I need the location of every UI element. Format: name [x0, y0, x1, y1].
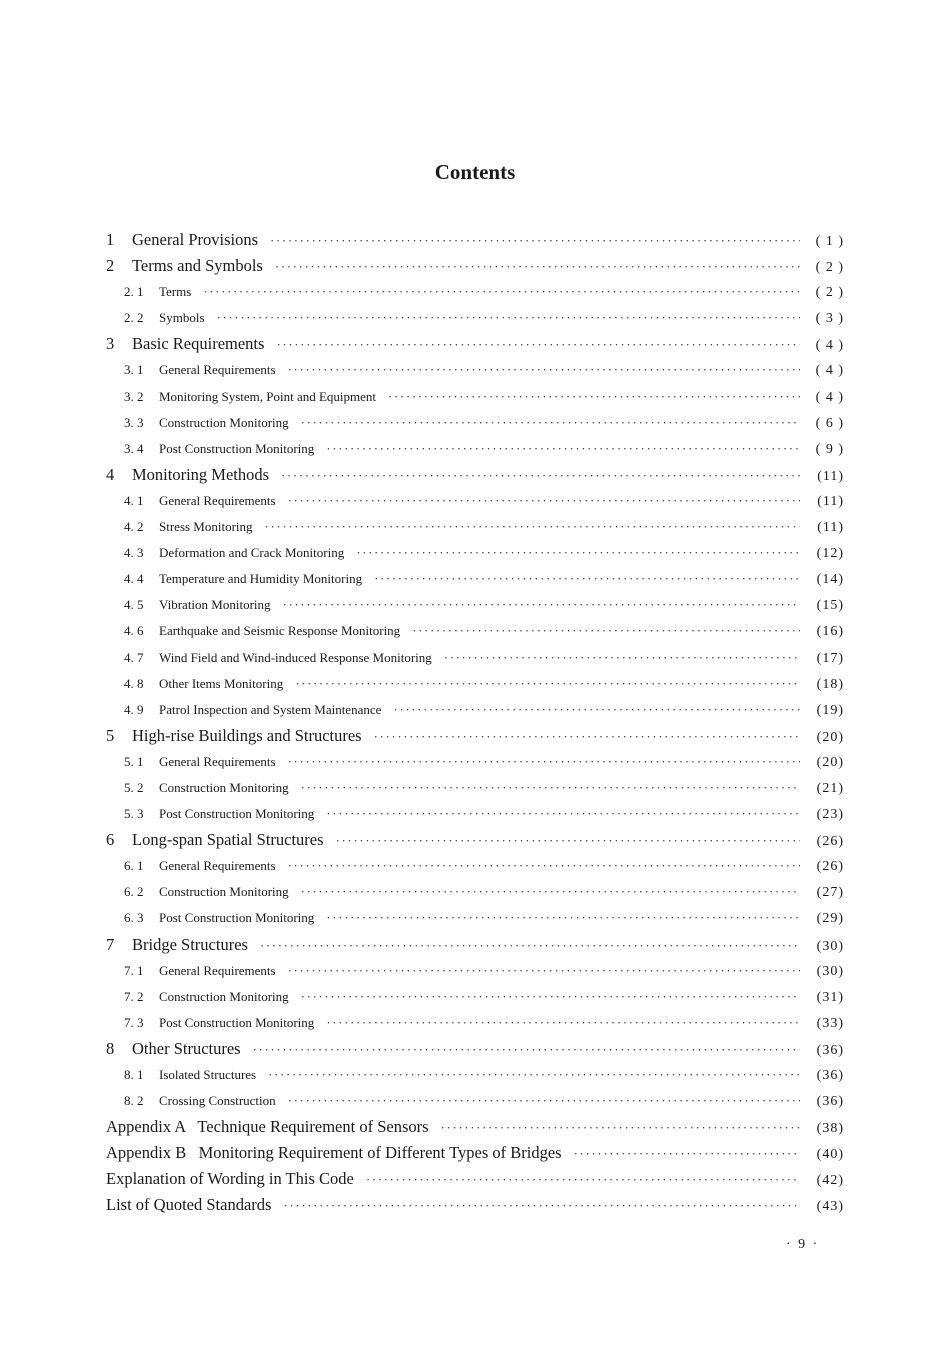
toc-entry-page: (40)	[816, 1147, 844, 1163]
dot-leader	[393, 697, 800, 723]
dot-leader	[441, 1115, 800, 1140]
toc-entry[interactable]	[106, 1010, 844, 1036]
toc-entry-page: (20)	[816, 754, 844, 770]
toc-entry-number: 6. 2	[124, 884, 144, 900]
toc-entry-number: 4. 5	[124, 597, 144, 613]
dot-leader	[301, 984, 800, 1010]
toc-entry[interactable]	[106, 1036, 844, 1062]
toc-entry-label: Other Items Monitoring	[159, 675, 284, 691]
toc-entry[interactable]	[106, 879, 844, 905]
toc-entry-number: 3. 1	[124, 362, 144, 378]
toc-entry[interactable]	[106, 436, 844, 462]
toc-entry-label: Appendix B Monitoring Requirement of Different Types of Bridges	[106, 1143, 562, 1163]
toc-entry-number: 3. 2	[124, 388, 144, 404]
toc-entry-page: ( 9 )	[815, 441, 844, 457]
dot-leader	[336, 828, 800, 853]
dot-leader	[288, 749, 800, 775]
toc-entry-label: Monitoring Methods	[132, 464, 270, 484]
toc-entry[interactable]	[106, 984, 844, 1010]
toc-entry-number: 5. 3	[124, 806, 144, 822]
toc-entry-label: Explanation of Wording in This Code	[106, 1169, 354, 1189]
toc-entry-number: 6. 3	[124, 910, 144, 926]
toc-entry-label: Vibration Monitoring	[159, 597, 271, 613]
toc-entry-number: 6	[106, 830, 115, 850]
toc-entry-label: General Requirements	[159, 858, 276, 874]
toc-entry[interactable]	[106, 305, 844, 331]
toc-entry-number: 8. 2	[124, 1093, 144, 1109]
dot-leader	[326, 905, 800, 931]
toc-entry[interactable]	[106, 1166, 844, 1192]
toc-entry[interactable]	[106, 697, 844, 723]
toc-entry[interactable]	[106, 514, 844, 540]
toc-entry-number: 7. 1	[124, 962, 144, 978]
toc-entry-label: General Requirements	[159, 362, 276, 378]
toc-entry[interactable]	[106, 932, 844, 958]
table-of-contents	[106, 227, 844, 1219]
toc-entry-number: 7. 2	[124, 988, 144, 1004]
dot-leader	[574, 1141, 800, 1166]
dot-leader	[288, 357, 800, 383]
toc-entry-number: 4. 6	[124, 623, 144, 639]
dot-leader	[301, 775, 800, 801]
toc-entry-label: Basic Requirements	[132, 334, 265, 354]
toc-entry-label: Deformation and Crack Monitoring	[159, 545, 345, 561]
toc-entry-page: (11)	[817, 520, 844, 536]
toc-entry[interactable]	[106, 1062, 844, 1088]
toc-entry[interactable]	[106, 827, 844, 853]
toc-entry-label: Terms and Symbols	[132, 256, 263, 276]
toc-entry-page: (43)	[816, 1199, 844, 1215]
toc-entry-page: (36)	[816, 1094, 844, 1110]
toc-entry-number: 2. 1	[124, 284, 144, 300]
toc-entry-page: ( 2 )	[815, 285, 844, 301]
dot-leader	[281, 463, 800, 488]
toc-entry-number: 4. 9	[124, 701, 144, 717]
toc-entry[interactable]	[106, 488, 844, 514]
toc-entry-number: 2. 2	[124, 310, 144, 326]
dot-leader	[412, 618, 800, 644]
toc-entry[interactable]	[106, 1114, 844, 1140]
dot-leader	[268, 1062, 800, 1088]
toc-entry-page: (19)	[816, 702, 844, 718]
dot-leader	[260, 933, 800, 958]
dot-leader	[265, 514, 800, 540]
dot-leader	[253, 1037, 800, 1062]
toc-entry-number: 7. 3	[124, 1014, 144, 1030]
toc-entry-page: ( 3 )	[815, 311, 844, 327]
toc-entry-label: Terms	[159, 284, 192, 300]
toc-entry-label: List of Quoted Standards	[106, 1195, 272, 1215]
toc-entry-number: 8. 1	[124, 1067, 144, 1082]
toc-entry-label: Construction Monitoring	[159, 779, 289, 795]
dot-leader	[388, 384, 800, 410]
toc-entry-page: (14)	[816, 572, 844, 588]
dot-leader	[326, 436, 800, 462]
dot-leader	[444, 645, 800, 671]
toc-entry[interactable]	[106, 357, 844, 383]
toc-entry-page: (11)	[817, 493, 844, 509]
toc-entry-page: (36)	[816, 1042, 844, 1058]
toc-entry[interactable]	[106, 227, 844, 253]
toc-entry-label: Appendix A Technique Requirement of Sensors	[106, 1117, 429, 1137]
toc-entry-label: Temperature and Humidity Monitoring	[159, 571, 363, 587]
toc-entry[interactable]	[106, 1088, 844, 1114]
toc-entry[interactable]	[106, 410, 844, 436]
dot-leader	[217, 305, 800, 331]
toc-entry-page: (16)	[816, 624, 844, 640]
toc-entry-label: Post Construction Monitoring	[159, 806, 315, 822]
toc-entry-number: 4. 4	[124, 571, 144, 587]
toc-entry-number: 4. 1	[124, 492, 144, 508]
dot-leader	[288, 488, 800, 514]
toc-entry-label: Post Construction Monitoring	[159, 910, 315, 926]
dot-leader	[374, 566, 800, 592]
toc-entry-number: 2	[106, 256, 115, 276]
toc-entry-label: Earthquake and Seismic Response Monitoring	[159, 623, 401, 639]
toc-entry-number: 1	[106, 230, 115, 249]
toc-entry-page: ( 1 )	[815, 234, 844, 249]
toc-entry[interactable]	[106, 618, 844, 644]
toc-entry-label: General Requirements	[159, 753, 276, 769]
toc-entry-label: Patrol Inspection and System Maintenance	[159, 701, 382, 717]
toc-entry-label: Bridge Structures	[132, 934, 248, 954]
toc-entry-label: Crossing Construction	[159, 1093, 276, 1109]
dot-leader	[326, 1010, 800, 1036]
toc-entry-label: General Requirements	[159, 492, 276, 508]
toc-entry-page: (21)	[816, 780, 844, 796]
toc-entry-label: Construction Monitoring	[159, 988, 289, 1004]
dot-leader	[374, 724, 800, 749]
toc-entry[interactable]	[106, 1192, 844, 1218]
toc-entry-page: (15)	[816, 598, 844, 614]
toc-entry-number: 8	[106, 1038, 115, 1058]
dot-leader	[203, 279, 800, 305]
toc-entry-label: Long-span Spatial Structures	[132, 830, 324, 850]
toc-entry-page: (23)	[816, 807, 844, 823]
dot-leader	[288, 1088, 800, 1114]
toc-entry-label: Construction Monitoring	[159, 884, 289, 900]
toc-entry-page: ( 4 )	[815, 389, 844, 405]
toc-entry-number: 5	[106, 725, 115, 745]
dot-leader	[356, 540, 800, 566]
toc-entry-number: 4. 7	[124, 649, 144, 665]
toc-entry-label: Post Construction Monitoring	[159, 1014, 315, 1030]
toc-entry-page: (36)	[816, 1068, 844, 1083]
toc-entry[interactable]	[106, 645, 844, 671]
toc-entry[interactable]	[106, 462, 844, 488]
toc-entry-number: 3. 3	[124, 414, 144, 430]
toc-entry-page: (20)	[816, 729, 844, 745]
toc-entry[interactable]	[106, 279, 844, 305]
toc-entry-page: (26)	[816, 834, 844, 850]
dot-leader	[288, 853, 800, 879]
toc-entry-label: Wind Field and Wind-induced Response Monitoring	[159, 649, 432, 665]
toc-entry-label: General Requirements	[159, 962, 276, 978]
dot-leader	[288, 958, 800, 984]
toc-entry[interactable]	[106, 801, 844, 827]
toc-entry[interactable]	[106, 905, 844, 931]
toc-entry[interactable]	[106, 1140, 844, 1166]
toc-entry-label: Monitoring System, Point and Equipment	[159, 388, 377, 404]
toc-entry-label: Isolated Structures	[159, 1067, 257, 1082]
page-number: · 9 ·	[786, 1237, 820, 1252]
dot-leader	[366, 1167, 800, 1192]
toc-entry-page: (31)	[816, 989, 844, 1005]
toc-entry[interactable]	[106, 958, 844, 984]
toc-entry-number: 4	[106, 464, 115, 484]
toc-entry-number: 5. 1	[124, 753, 144, 769]
toc-entry-page: (27)	[816, 885, 844, 901]
toc-entry-page: (18)	[816, 676, 844, 692]
toc-entry-page: (38)	[816, 1121, 844, 1137]
toc-entry-page: (30)	[816, 963, 844, 979]
toc-entry-number: 6. 1	[124, 858, 144, 874]
toc-entry-number: 4. 2	[124, 519, 144, 535]
toc-entry[interactable]	[106, 331, 844, 357]
toc-entry-page: (29)	[816, 911, 844, 927]
toc-entry[interactable]	[106, 566, 844, 592]
dot-leader	[295, 671, 800, 697]
dot-leader	[301, 410, 800, 436]
dot-leader	[301, 879, 800, 905]
toc-entry-label: Symbols	[159, 310, 205, 326]
dot-leader	[276, 332, 800, 357]
toc-entry-page: ( 4 )	[815, 363, 844, 379]
toc-entry[interactable]	[106, 540, 844, 566]
dot-leader	[283, 1193, 800, 1218]
toc-entry-label: Construction Monitoring	[159, 414, 289, 430]
toc-entry-number: 7	[106, 934, 115, 954]
toc-entry[interactable]	[106, 853, 844, 879]
dot-leader	[283, 592, 800, 618]
toc-entry[interactable]	[106, 253, 844, 279]
toc-entry-page: (30)	[816, 938, 844, 954]
toc-entry-number: 3. 4	[124, 440, 144, 456]
toc-entry[interactable]	[106, 671, 844, 697]
toc-entry-number: 4. 8	[124, 675, 144, 691]
toc-entry[interactable]	[106, 749, 844, 775]
toc-entry-page: (11)	[817, 468, 844, 484]
toc-entry[interactable]	[106, 723, 844, 749]
toc-entry[interactable]	[106, 384, 844, 410]
toc-entry-page: (26)	[816, 859, 844, 875]
dot-leader	[275, 254, 800, 279]
toc-entry-label: High-rise Buildings and Structures	[132, 725, 362, 745]
toc-entry-page: (12)	[816, 546, 844, 562]
toc-entry-number: 3	[106, 334, 115, 354]
toc-entry-page: (42)	[816, 1173, 844, 1189]
toc-entry-label: Stress Monitoring	[159, 519, 253, 535]
page-title: Contents	[434, 160, 516, 184]
toc-entry-page: (33)	[816, 1015, 844, 1031]
toc-entry-label: Other Structures	[132, 1038, 241, 1058]
toc-entry-number: 4. 3	[124, 545, 144, 561]
toc-entry-page: ( 2 )	[815, 260, 844, 276]
toc-entry[interactable]	[106, 592, 844, 618]
dot-leader	[270, 228, 800, 253]
dot-leader	[326, 801, 800, 827]
toc-entry-page: ( 4 )	[815, 338, 844, 354]
toc-entry[interactable]	[106, 775, 844, 801]
toc-entry-number: 5. 2	[124, 779, 144, 795]
toc-entry-label: General Provisions	[132, 230, 259, 249]
toc-entry-page: ( 6 )	[815, 415, 844, 431]
toc-entry-label: Post Construction Monitoring	[159, 440, 315, 456]
toc-entry-page: (17)	[816, 650, 844, 666]
